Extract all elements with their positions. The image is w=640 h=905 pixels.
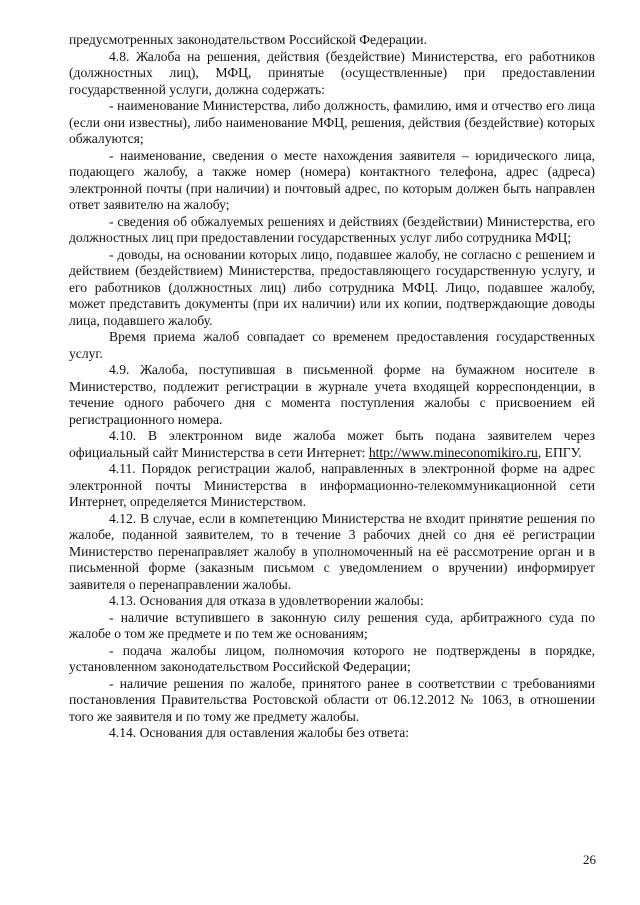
ministry-website-link[interactable]: http://www.mineconomikiro.ru xyxy=(368,444,538,460)
paragraph-4-12: 4.12. В случае, если в компетенцию Министерства не входит принятие решения по жалобе, поданной заявителем, то в течение 3 рабочих дней со дня её регистрации Министерство перенаправляет жалобу в уполномоченный на её рассмотрение орган и в письменной форме (заказным письмом с уведомлением о вручении) информирует заявителя о перенаправлении жалобы. xyxy=(69,510,595,592)
list-item-dash: - подача жалобы лицом, полномочия которого не подтверждены в порядке, установленном законодательством Российской Федерации; xyxy=(69,642,595,674)
document-body xyxy=(69,32,595,742)
paragraph-4-10-tail: , ЕПГУ. xyxy=(537,444,582,460)
page-number: 26 xyxy=(583,852,596,867)
paragraph-4-8: 4.8. Жалоба на решения, действия (бездействие) Министерства, его работников (должностных лиц), МФЦ, принятые (осуществленные) при предоставлении государственной услуги, должна содержать: xyxy=(69,48,595,97)
paragraph-4-10-text: 4.10. В электронном виде жалоба может быть подана заявителем через официальный сайт Министерства в сети Интернет: xyxy=(69,428,595,460)
list-item-dash: - доводы, на основании которых лицо, подавшее жалобу, не согласно с решением и действием (бездействием) Министерства, предоставляющего государственную услугу, и его работников (должностных лиц) либо сотрудника МФЦ. Лицо, подавшее жалобу, может представить документы (при их наличии) или их копии, подтверждающие доводы лица, подавшего жалобу. xyxy=(69,246,595,328)
list-item-dash: - наименование, сведения о месте нахождения заявителя – юридического лица, подающего жалобу, а также номер (номера) контактного телефона, адрес (адреса) электронной почты (при наличии) и почтовый адрес, по которым должен быть направлен ответ заявителю на жалобу; xyxy=(69,147,595,212)
paragraph-4-11: 4.11. Порядок регистрации жалоб, направленных в электронной форме на адрес электронной почты Министерства в информационно-телекоммуникационной сети Интернет, определяется Министерством. xyxy=(69,461,595,509)
paragraph-4-9: 4.9. Жалоба, поступившая в письменной форме на бумажном носителе в Министерство, подлежит регистрации в журнале учета входящей корреспонденции, в течение одного рабочего дня с момента поступления жалобы с присвоением ей регистрационного номера. xyxy=(69,362,595,427)
list-item-dash: - наименование Министерства, либо должность, фамилию, имя и отчество его лица (если они известны), либо наименование МФЦ, решения, действия (бездействие) которых обжалуются; xyxy=(69,98,595,146)
paragraph-continuation: предусмотренных законодательством Российской Федерации. xyxy=(69,32,427,47)
paragraph-reception-time: Время приема жалоб совпадает со временем предоставления государственных услуг. xyxy=(69,329,595,361)
list-item-dash: - наличие решения по жалобе, принятого ранее в соответствии с требованиями постановления Правительства Ростовской области от 06.12.2012 № 1063, в отношении того же заявителя и по тому же предмету жалобы. xyxy=(69,675,595,724)
paragraph-4-13: 4.13. Основания для отказа в удовлетворении жалобы: xyxy=(109,593,424,608)
list-item-dash: - сведения об обжалуемых решениях и действиях (бездействии) Министерства, его должностных лиц при предоставлении государственных услуг либо сотрудника МФЦ; xyxy=(69,213,595,245)
paragraph-4-14: 4.14. Основания для оставления жалобы без ответа: xyxy=(109,725,410,740)
list-item-dash: - наличие вступившего в законную силу решения суда, арбитражного суда по жалобе о том же предмете и по тем же основаниям; xyxy=(69,609,595,641)
paragraph-4-10 xyxy=(69,428,595,461)
